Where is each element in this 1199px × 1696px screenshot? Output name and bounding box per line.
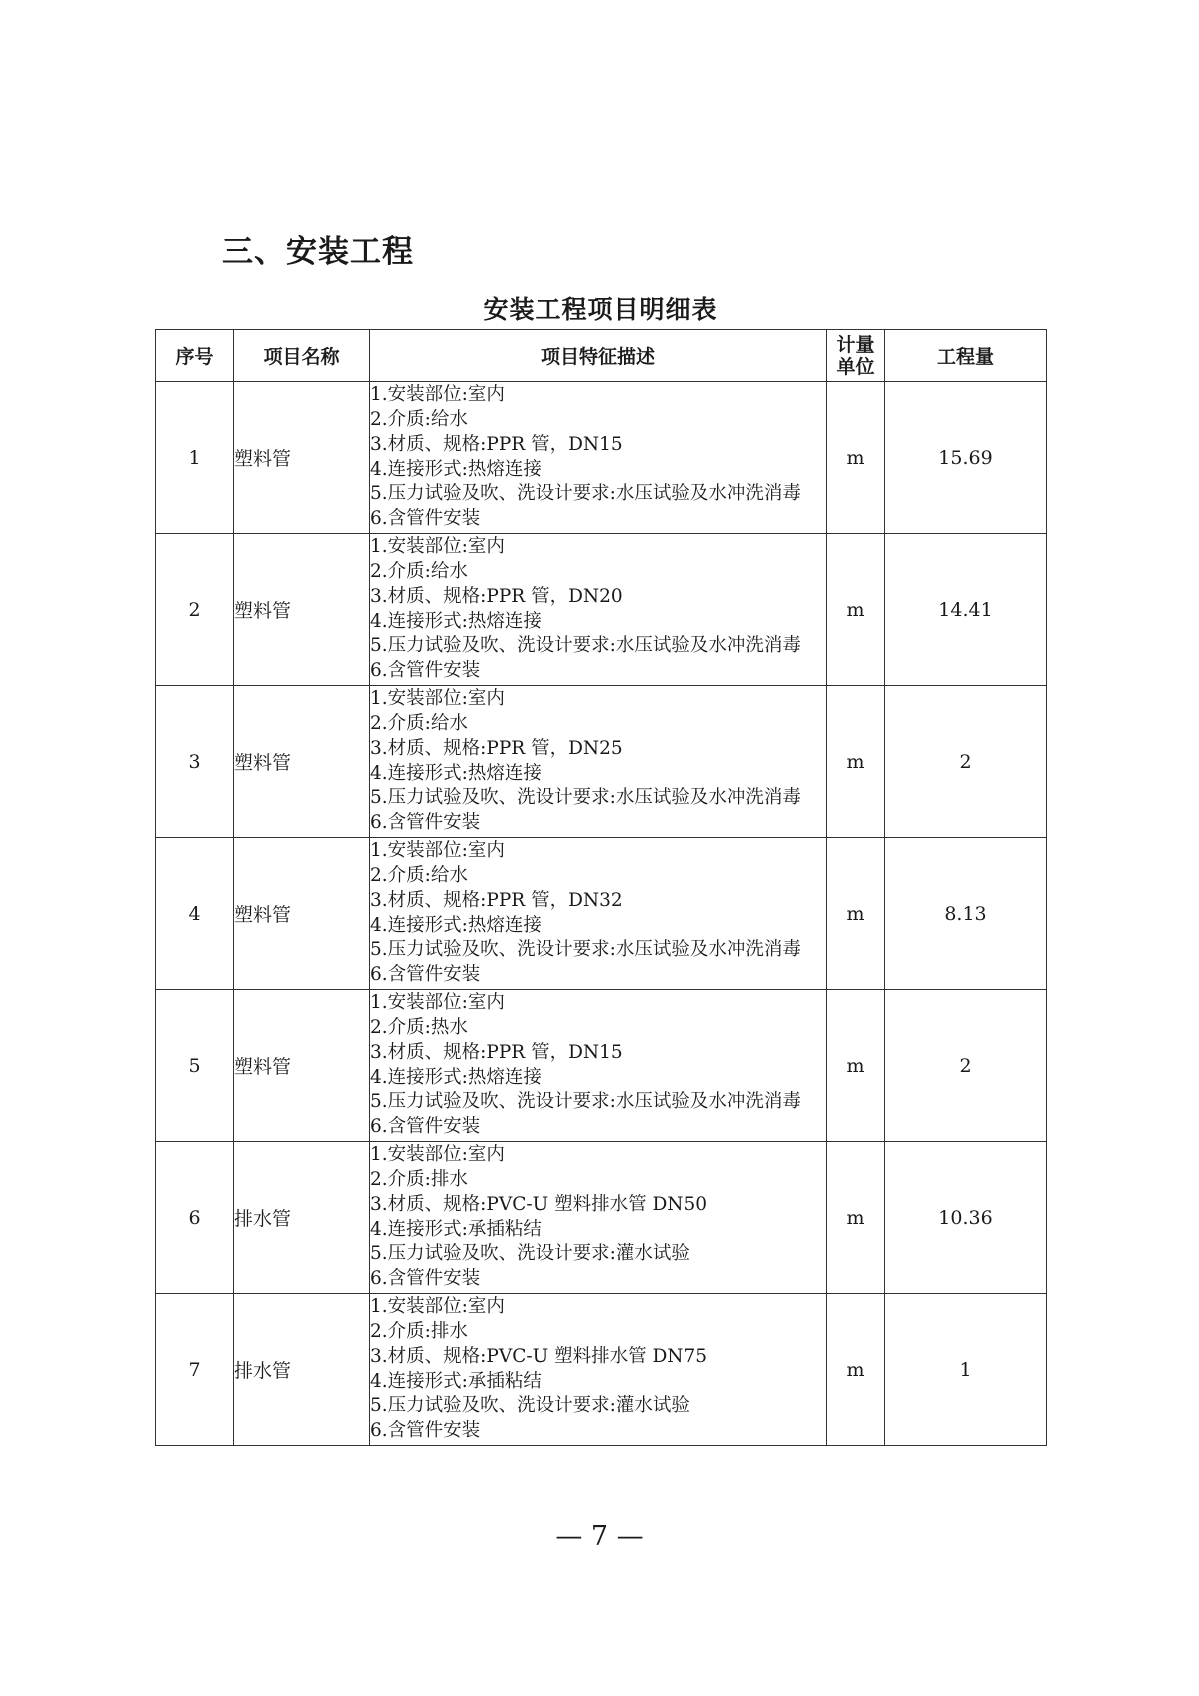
cell-seq: 5 [156, 990, 234, 1142]
description-line: 5.压力试验及吹、洗设计要求:水压试验及水冲洗消毒 [370, 635, 801, 657]
description-line: 4.连接形式:热熔连接 [370, 610, 542, 632]
cell-quantity: 2 [885, 686, 1047, 838]
cell-unit: m [827, 382, 885, 534]
cell-unit: m [827, 1142, 885, 1294]
description-line: 2.介质:排水 [370, 1168, 468, 1190]
description-line: 2.介质:给水 [370, 712, 468, 734]
cell-unit: m [827, 1294, 885, 1446]
table-row [156, 1142, 1047, 1294]
description-line: 1.安装部位:室内 [370, 536, 505, 558]
header-seq: 序号 [156, 330, 234, 382]
cell-unit: m [827, 838, 885, 990]
cell-quantity: 15.69 [885, 382, 1047, 534]
description-line: 5.压力试验及吹、洗设计要求:水压试验及水冲洗消毒 [370, 1091, 801, 1113]
cell-seq: 6 [156, 1142, 234, 1294]
cell-name: 塑料管 [234, 382, 370, 534]
table-row [156, 382, 1047, 534]
cell-name: 塑料管 [234, 838, 370, 990]
cell-unit: m [827, 686, 885, 838]
header-unit-line1: 计量 [836, 333, 875, 356]
header-name: 项目名称 [234, 330, 370, 382]
cell-seq: 4 [156, 838, 234, 990]
table-row [156, 686, 1047, 838]
table-row [156, 990, 1047, 1142]
cell-description [370, 382, 827, 534]
page-number: — 7 — [555, 1521, 644, 1552]
description-line: 5.压力试验及吹、洗设计要求:水压试验及水冲洗消毒 [370, 939, 801, 961]
description-line: 5.压力试验及吹、洗设计要求:水压试验及水冲洗消毒 [370, 483, 801, 505]
cell-seq: 3 [156, 686, 234, 838]
description-line: 1.安装部位:室内 [370, 688, 505, 710]
description-line: 6.含管件安装 [370, 508, 481, 530]
description-line: 3.材质、规格:PVC-U 塑料排水管 DN50 [370, 1193, 708, 1215]
description-line: 3.材质、规格:PPR 管，DN15 [370, 1041, 623, 1063]
cell-description [370, 534, 827, 686]
description-line: 1.安装部位:室内 [370, 840, 505, 862]
table-title: 安装工程项目明细表 [483, 295, 718, 324]
installation-detail-table [155, 329, 1047, 1446]
description-line: 2.介质:给水 [370, 560, 468, 582]
table-row [156, 534, 1047, 686]
header-quantity: 工程量 [885, 330, 1047, 382]
description-line: 6.含管件安装 [370, 1268, 481, 1290]
description-line: 3.材质、规格:PPR 管，DN15 [370, 433, 623, 455]
description-line: 4.连接形式:热熔连接 [370, 458, 542, 480]
cell-name: 塑料管 [234, 534, 370, 686]
cell-seq: 1 [156, 382, 234, 534]
description-line: 4.连接形式:热熔连接 [370, 1066, 542, 1088]
cell-name: 塑料管 [234, 990, 370, 1142]
description-line: 1.安装部位:室内 [370, 384, 505, 406]
cell-name: 塑料管 [234, 686, 370, 838]
description-line: 2.介质:热水 [370, 1016, 468, 1038]
cell-name: 排水管 [234, 1142, 370, 1294]
header-unit [827, 330, 885, 382]
description-line: 2.介质:给水 [370, 864, 468, 886]
table-row [156, 838, 1047, 990]
description-line: 5.压力试验及吹、洗设计要求:水压试验及水冲洗消毒 [370, 787, 801, 809]
cell-description [370, 1294, 827, 1446]
table-row [156, 1294, 1047, 1446]
cell-description [370, 1142, 827, 1294]
description-line: 4.连接形式:承插粘结 [370, 1370, 542, 1392]
description-line: 6.含管件安装 [370, 812, 481, 834]
description-line: 3.材质、规格:PPR 管，DN20 [370, 585, 623, 607]
cell-quantity: 14.41 [885, 534, 1047, 686]
cell-quantity: 8.13 [885, 838, 1047, 990]
description-line: 1.安装部位:室内 [370, 1144, 505, 1166]
table-header-row [156, 330, 1047, 382]
cell-unit: m [827, 990, 885, 1142]
description-line: 1.安装部位:室内 [370, 992, 505, 1014]
description-line: 4.连接形式:承插粘结 [370, 1218, 542, 1240]
cell-unit: m [827, 534, 885, 686]
description-line: 2.介质:给水 [370, 408, 468, 430]
cell-seq: 7 [156, 1294, 234, 1446]
description-line: 4.连接形式:热熔连接 [370, 762, 542, 784]
description-line: 5.压力试验及吹、洗设计要求:灌水试验 [370, 1243, 690, 1265]
description-line: 6.含管件安装 [370, 1420, 481, 1442]
header-description: 项目特征描述 [370, 330, 827, 382]
section-heading: 三、安装工程 [222, 234, 414, 270]
cell-quantity: 2 [885, 990, 1047, 1142]
cell-quantity: 1 [885, 1294, 1047, 1446]
cell-name: 排水管 [234, 1294, 370, 1446]
table-body [156, 382, 1047, 1446]
description-line: 1.安装部位:室内 [370, 1296, 505, 1318]
description-line: 3.材质、规格:PPR 管，DN25 [370, 737, 623, 759]
description-line: 6.含管件安装 [370, 660, 481, 682]
cell-seq: 2 [156, 534, 234, 686]
description-line: 6.含管件安装 [370, 1116, 481, 1138]
description-line: 6.含管件安装 [370, 964, 481, 986]
cell-description [370, 990, 827, 1142]
description-line: 5.压力试验及吹、洗设计要求:灌水试验 [370, 1395, 690, 1417]
cell-description [370, 838, 827, 990]
description-line: 4.连接形式:热熔连接 [370, 914, 542, 936]
header-unit-line2: 单位 [836, 355, 875, 378]
description-line: 3.材质、规格:PPR 管，DN32 [370, 889, 623, 911]
description-line: 3.材质、规格:PVC-U 塑料排水管 DN75 [370, 1345, 708, 1367]
cell-description [370, 686, 827, 838]
cell-quantity: 10.36 [885, 1142, 1047, 1294]
description-line: 2.介质:排水 [370, 1320, 468, 1342]
